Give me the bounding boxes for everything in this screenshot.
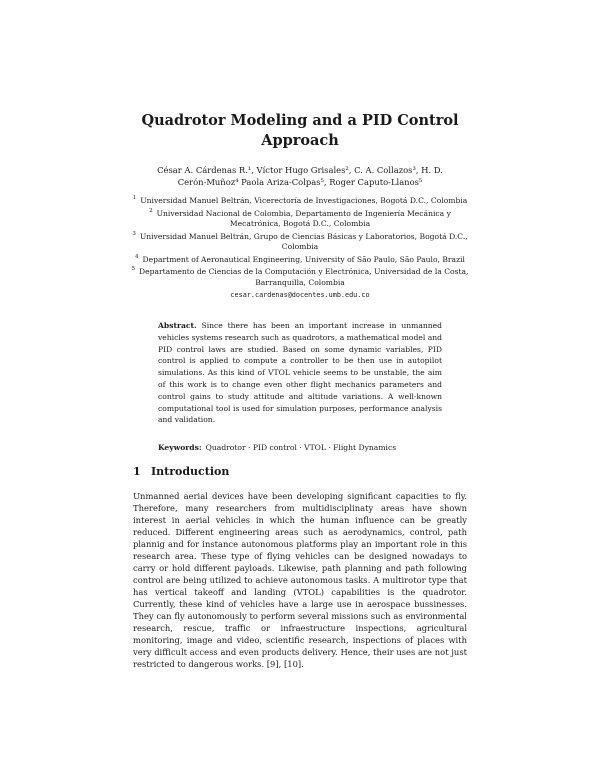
affiliation-number: 4 [135,253,139,260]
paper-title: Quadrotor Modeling and a PID Control Approach [141,112,459,149]
affiliation-text: Universidad Manuel Beltrán, Vicerectoría de Investigaciones, Bogotá D.C., Colombia [140,196,468,205]
affiliation-text: Departamento de Ciencias de la Computación y Electrónica, Universidad de la Costa, Barranquilla, Colombia [139,267,469,287]
authors-line-1: César A. Cárdenas R.¹, Víctor Hugo Grisales², C. A. Collazos³, H. D. [157,165,443,175]
author-list [130,164,470,188]
keywords-text: Quadrotor · PID control · VTOL · Flight Dynamics [205,443,397,452]
keywords-label: Keywords: [158,443,202,452]
affiliation-number: 5 [131,266,136,273]
introduction-paragraph: Unmanned aerial devices have been developing significant capacities to fly. Therefore, many researchers from multidisciplinaty areas have shown interest in aerial vehicles in which the human influence can be greatly reduced. Different engineering areas such as aerodynamics, control, path plannig and for instance autonomous platforms play an important role in this research area. These type of flying vehicles can be designed nowadays to carry or hold different payloads. Likewise, path planning and path following control are being utilized to achieve autonomous tasks. A multirotor type that has vertical takeoff and landing (VTOL) capabilities is the quadrotor. Currently, these kind of vehicles have a large use in aerospace bussinesses. They can fly autonomously to perform several missions such as environmental research, rescue, traffic or infraestructure inspections, agricultural monitoring, image and video, scientific research, inspections of places with very difficult access and even products delivery. Hence, their uses are not just restricted to dangerous works. [9], [10]. [133,491,467,669]
abstract [158,320,442,426]
authors-line-2: Cerón-Muñoz⁴ Paola Ariza-Colpas⁵, Roger Caputo-Llanos⁵ [177,177,423,187]
affiliation [130,255,470,266]
affiliation-text: Universidad Manuel Beltrán, Grupo de Ciencias Básicas y Laboratorios, Bogotá D.C., Colombia [139,231,468,251]
section-heading [133,465,229,478]
affiliation [130,209,470,230]
abstract-label: Abstract. [158,321,197,330]
affiliation [130,196,470,207]
affiliation-text: Department of Aeronautical Engineering, University of São Paulo, São Paulo, Brazil [142,254,465,264]
affiliation-number: 3 [132,230,136,237]
affiliation-number: 1 [132,195,137,202]
affiliation-text: Universidad Nacional de Colombia, Departamento de Ingeniería Mecánica y Mecatrónica, Bogotá D.C., Colombia [156,208,451,228]
section-number: 1 [133,465,141,478]
abstract-text: Since there has been an important increase in unmanned vehicles systems research such as quadrotors, a mathematical model and PID control laws are studied. Based on some dynamic variables, PID control is applied to compute a controller to be then use in autopilot simulations. As this kind of VTOL vehicle seems to be unstable, the aim of this work is to change even other flight mechanics parameters and control gains to study attitude and altitude variations. A well-known computational tool is used for simulation purposes, performance analysis and validation. [158,321,443,425]
affiliation-number: 2 [149,207,153,214]
author-email[interactable]: cesar.cardenas@docentes.umb.edu.co [230,291,370,299]
affiliation [130,232,470,253]
affiliation [130,267,470,288]
section-title: Introduction [151,465,230,478]
keywords [158,442,442,454]
affiliation-list [130,196,470,301]
